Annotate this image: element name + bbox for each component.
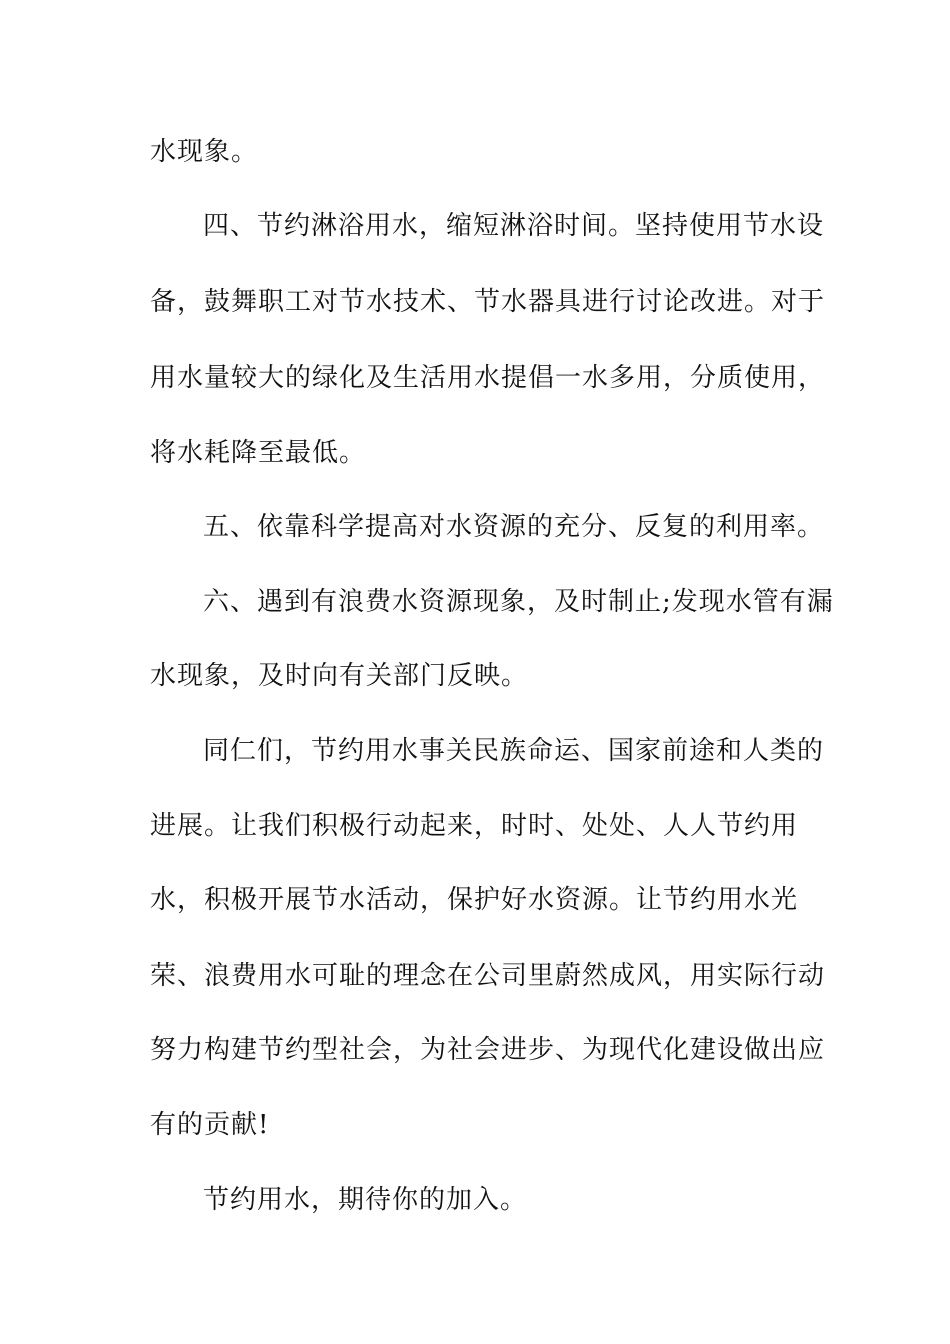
closing-line: 节约用水，期待你的加入。 xyxy=(203,1185,528,1215)
text-line: 努力构建节约型社会，为社会进步、为现代化建设做出应 xyxy=(150,1035,826,1065)
text-line: 用水量较大的绿化及生活用水提倡一水多用，分质使用， xyxy=(150,363,826,393)
paragraph-colleagues-line: 同仁们，节约用水事关民族命运、国家前途和人类的 xyxy=(203,736,825,766)
text-line: 有的贡献! xyxy=(150,1110,270,1140)
text-line: 荣、浪费用水可耻的理念在公司里蔚然成风，用实际行动 xyxy=(150,961,826,991)
text-line: 水现象，及时向有关部门反映。 xyxy=(150,661,529,691)
text-line: 备，鼓舞职工对节水技术、节水器具进行讨论改进。对于 xyxy=(150,287,826,317)
text-line: 水现象。 xyxy=(150,137,259,167)
text-line: 将水耗降至最低。 xyxy=(150,438,367,468)
paragraph-six-line: 六、遇到有浪费水资源现象，及时制止;发现水管有漏 xyxy=(203,587,834,617)
text-line: 进展。让我们积极行动起来，时时、处处、人人节约用 xyxy=(150,811,799,841)
text-line: 水，积极开展节水活动，保护好水资源。让节约用水光 xyxy=(150,885,799,915)
paragraph-four-line: 四、节约淋浴用水，缩短淋浴时间。坚持使用节水设 xyxy=(203,211,825,241)
paragraph-five-line: 五、依靠科学提高对水资源的充分、反复的利用率。 xyxy=(203,512,825,542)
